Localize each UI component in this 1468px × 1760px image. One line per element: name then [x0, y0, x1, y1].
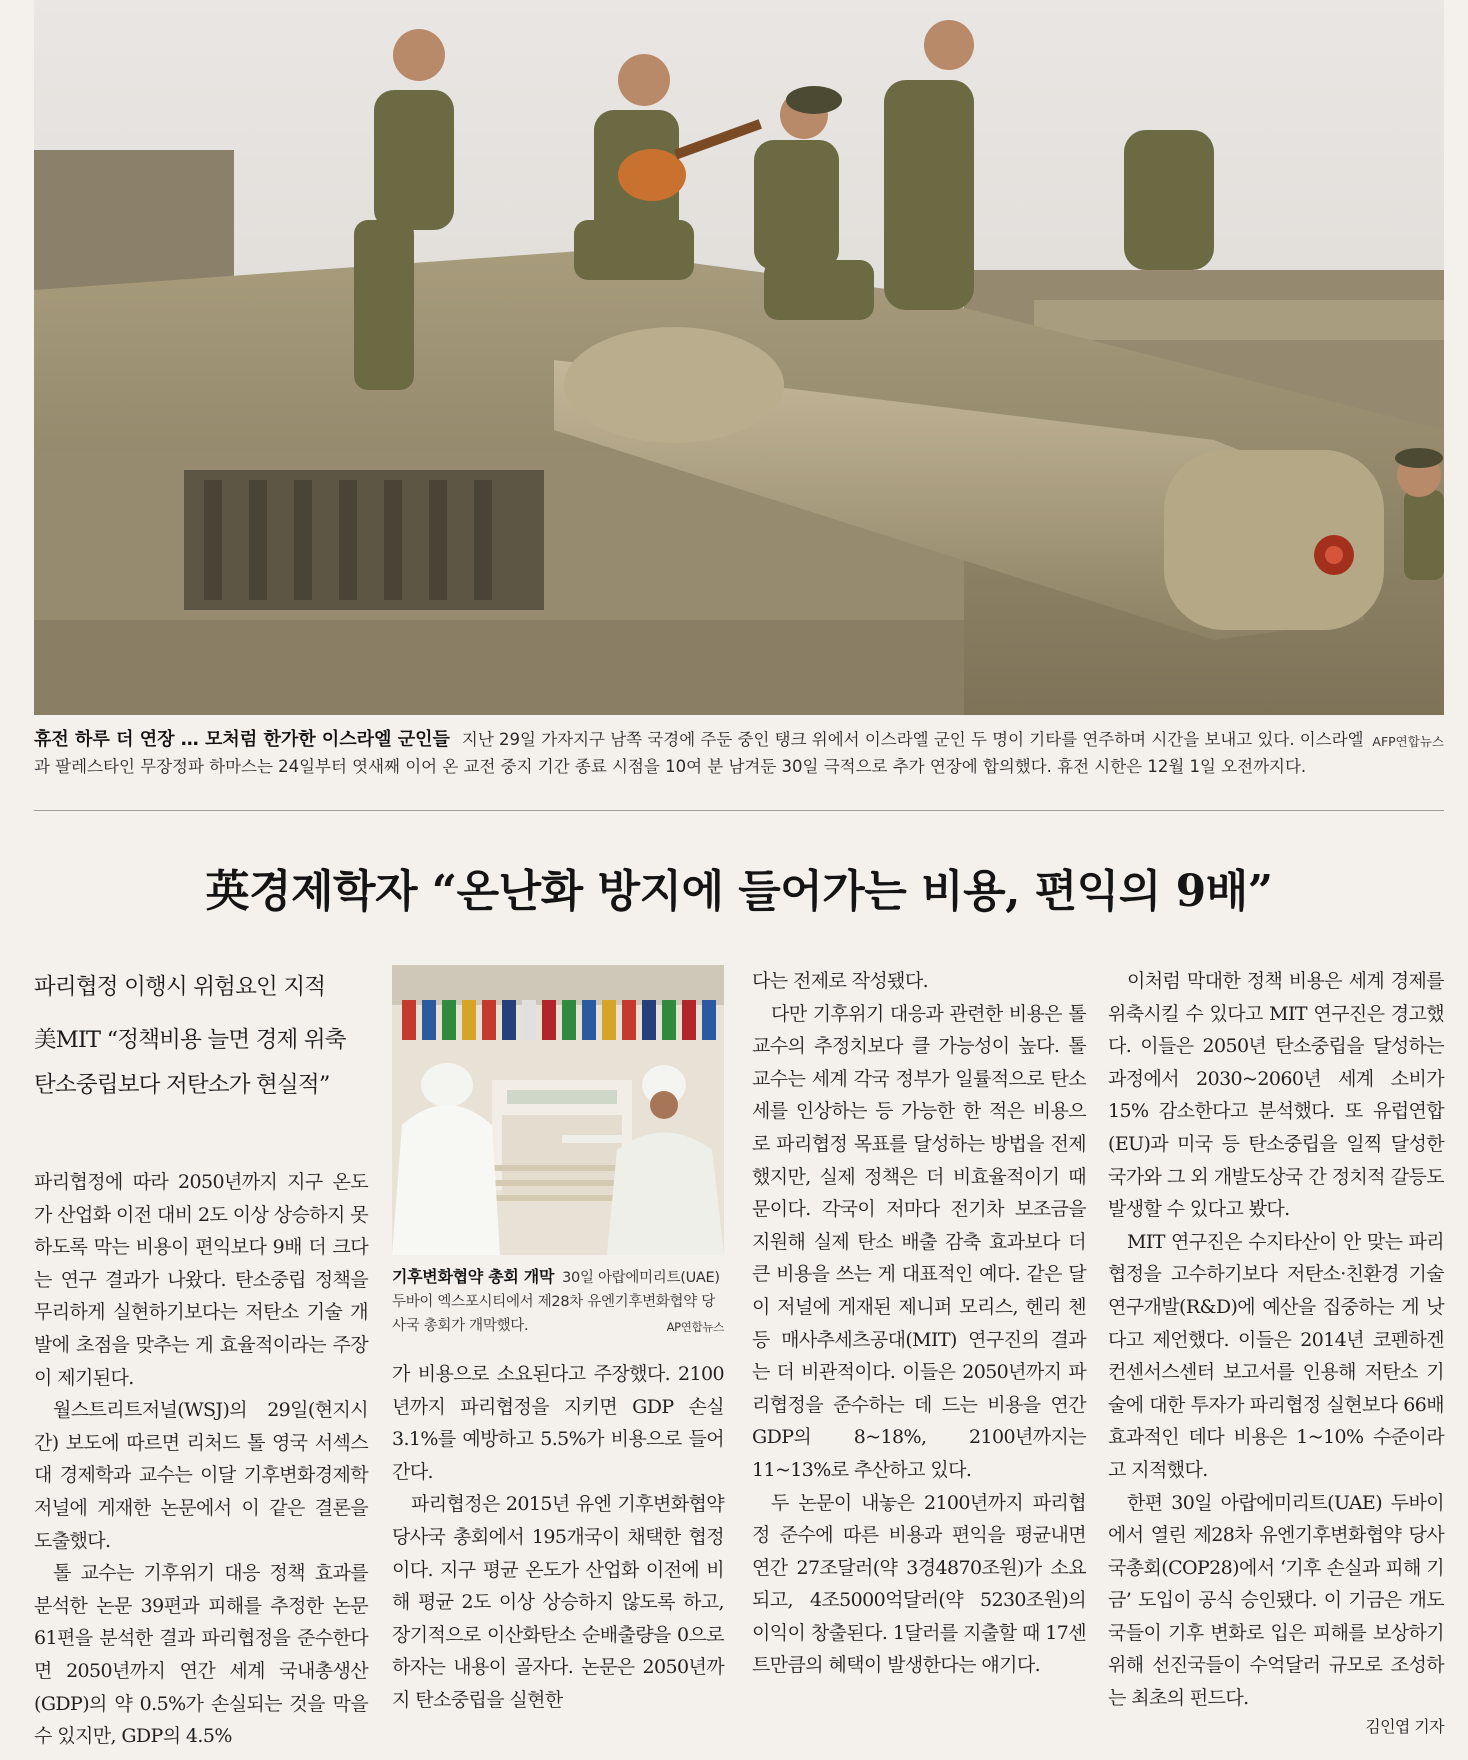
photo-credit: AFP연합뉴스 [1372, 734, 1444, 749]
top-photo-caption [34, 726, 1444, 780]
paragraph: 이처럼 막대한 정책 비용은 세계 경제를 위축시킬 수 있다고 MIT 연구진은 경고했다. 이들은 2050년 탄소중립을 달성하는 과정에서 2030~2060년 세계 소비가 15% 감소한다고 분석했다. 또 유럽연합(EU)과 미국 등 탄소중립을 일찍 달성한 국가와 그 외 개발도상국 간 정치적 갈등도 발생할 수 있다고 봤다. [1108, 970, 1444, 1221]
paragraph: 월스트리트저널(WSJ)의 29일(현지시간) 보도에 따르면 리처드 톨 영국 서섹스대 경제학과 교수는 이달 기후변화경제학 저널에 게재한 논문에서 이 같은 결론을 도출했다. [34, 1399, 368, 1552]
article-column-4 [1108, 965, 1444, 1743]
paragraph: 다는 전제로 작성됐다. [752, 970, 929, 992]
cop28-caption [392, 1265, 724, 1338]
caption-text: 30일 아랍에미리트(UAE) 두바이 엑스포시티에서 제28차 유엔기후변화협약 당사국 총회가 개막했다. [392, 1270, 720, 1334]
top-photo [34, 0, 1444, 715]
cop28-photo [392, 965, 724, 1255]
paragraph: 파리협정에 따라 2050년까지 지구 온도가 산업화 이전 대비 2도 이상 상승하지 못하도록 막는 비용이 편익보다 9배 더 크다는 연구 결과가 나왔다. 탄소중립 정책을 무리하게 실현하기보다는 저탄소 기술 개발에 초점을 맞추는 게 효율적이라는 주장이 제기된다. [34, 1171, 368, 1389]
paragraph: 파리협정은 2015년 유엔 기후변화협약 당사국 총회에서 195개국이 채택한 협정이다. 지구 평균 온도가 산업화 이전에 비해 평균 2도 이상 상승하지 않도록 하고, 장기적으로 이산화탄소 순배출량을 0으로 하자는 내용이 골자다. 논문은 2050년까지 탄소중립을 실현한 [392, 1493, 724, 1711]
paragraph: 두 논문이 내놓은 2100년까지 파리협정 준수에 따른 비용과 편익을 평균내면 연간 27조달러(약 3경4870조원)가 소요되고, 4조5000억달러(약 5230조원)의 이익이 창출된다. 1달러를 지출할 때 17센트만큼의 혜택이 발생한다는 얘기다. [752, 1491, 1086, 1677]
article-column-1 [34, 965, 368, 1753]
caption-title: 기후변화협약 총회 개막 [392, 1267, 555, 1286]
article-column-2 [392, 965, 724, 1717]
byline: 김인엽 기자 [1365, 1716, 1444, 1736]
subheads [34, 965, 368, 1108]
caption-title: 휴전 하루 더 연장 … 모처럼 한가한 이스라엘 군인들 [34, 729, 450, 750]
cop28-opening-photo [392, 965, 724, 1255]
paragraph: 다만 기후위기 대응과 관련한 비용은 톨 교수의 추정치보다 클 가능성이 높다. 톨 교수는 세계 각국 정부가 일률적으로 탄소세를 인상하는 등 가능한 한 적은 비용으로 파리협정 목표를 달성하는 방법을 전제했지만, 실제 정책은 더 비효율적이기 때문이다. 각국이 저마다 전기차 보조금을 지원해 실제 탄소 배출 감축 효과보다 더 큰 비용을 쓰는 게 대표적인 예다. 같은 달 이 저널에 게재된 제니퍼 모리스, 헨리 첸 등 매사추세츠공대(MIT) 연구진의 결과는 더 비관적이다. 이들은 2050년까지 파리협정을 준수하는 데 드는 비용을 연간 GDP의 8~18%, 2100년까지는 11~13%로 추산하고 있다. [752, 1002, 1086, 1481]
paragraph: 한편 30일 아랍에미리트(UAE) 두바이에서 열린 제28차 유엔기후변화협약 당사국총회(COP28)에서 ‘기후 손실과 피해 기금’ 도입이 공식 승인됐다. 이 기금은 개도국들이 기후 변화로 입은 피해를 보상하기 위해 선진국들이 수억달러 규모로 조성하는 최초의 펀드다. [1108, 1491, 1444, 1710]
article-column-3 [752, 965, 1086, 1682]
subhead-3: 탄소중립보다 저탄소가 현실적” [34, 1072, 330, 1098]
paragraph: 톨 교수는 기후위기 대응 정책 효과를 분석한 논문 39편과 피해를 추정한 논문 61편을 분석한 결과 파리협정을 준수한다면 2050년까지 연간 세계 국내총생산(GDP)의 약 0.5%가 손실되는 것을 막을 수 있지만, GDP의 4.5% [34, 1562, 368, 1748]
section-divider [34, 810, 1444, 811]
caption-text: 지난 29일 가자지구 남쪽 국경에 주둔 중인 탱크 위에서 이스라엘 군인 두 명이 기타를 연주하며 시간을 보내고 있다. 이스라엘과 팔레스타인 무장정파 하마스는 24일부터 엿새째 이어 온 교전 중지 기간 종료 시점을 10여 분 남겨둔 30일 극적으로 추가 연장에 합의했다. 휴전 시한은 12월 1일 오전까지다. [34, 730, 1364, 776]
tank-soldiers-photo [34, 0, 1444, 715]
photo-credit: AP연합뉴스 [666, 1320, 724, 1334]
subhead-2: 美MIT “정책비용 늘면 경제 위축 [34, 1027, 346, 1053]
paragraph: 가 비용으로 소요된다고 주장했다. 2100년까지 파리협정을 지키면 GDP 손실 3.1%를 예방하고 5.5%가 비용으로 들어간다. [392, 1363, 724, 1483]
paragraph: MIT 연구진은 수지타산이 안 맞는 파리협정을 고수하기보다 저탄소·친환경 기술 연구개발(R&D)에 예산을 집중하는 게 낫다고 제언했다. 이들은 2014년 코펜하겐컨센서스센터 보고서를 인용해 저탄소 기술에 대한 투자가 파리협정 실현보다 66배 효과적인 데다 비용은 1~10% 수준이라고 지적했다. [1108, 1230, 1444, 1481]
subhead-1: 파리협정 이행시 위험요인 지적 [34, 974, 326, 1000]
headline: 英경제학자 “온난화 방지에 들어가는 비용, 편익의 9배” [205, 866, 1273, 917]
